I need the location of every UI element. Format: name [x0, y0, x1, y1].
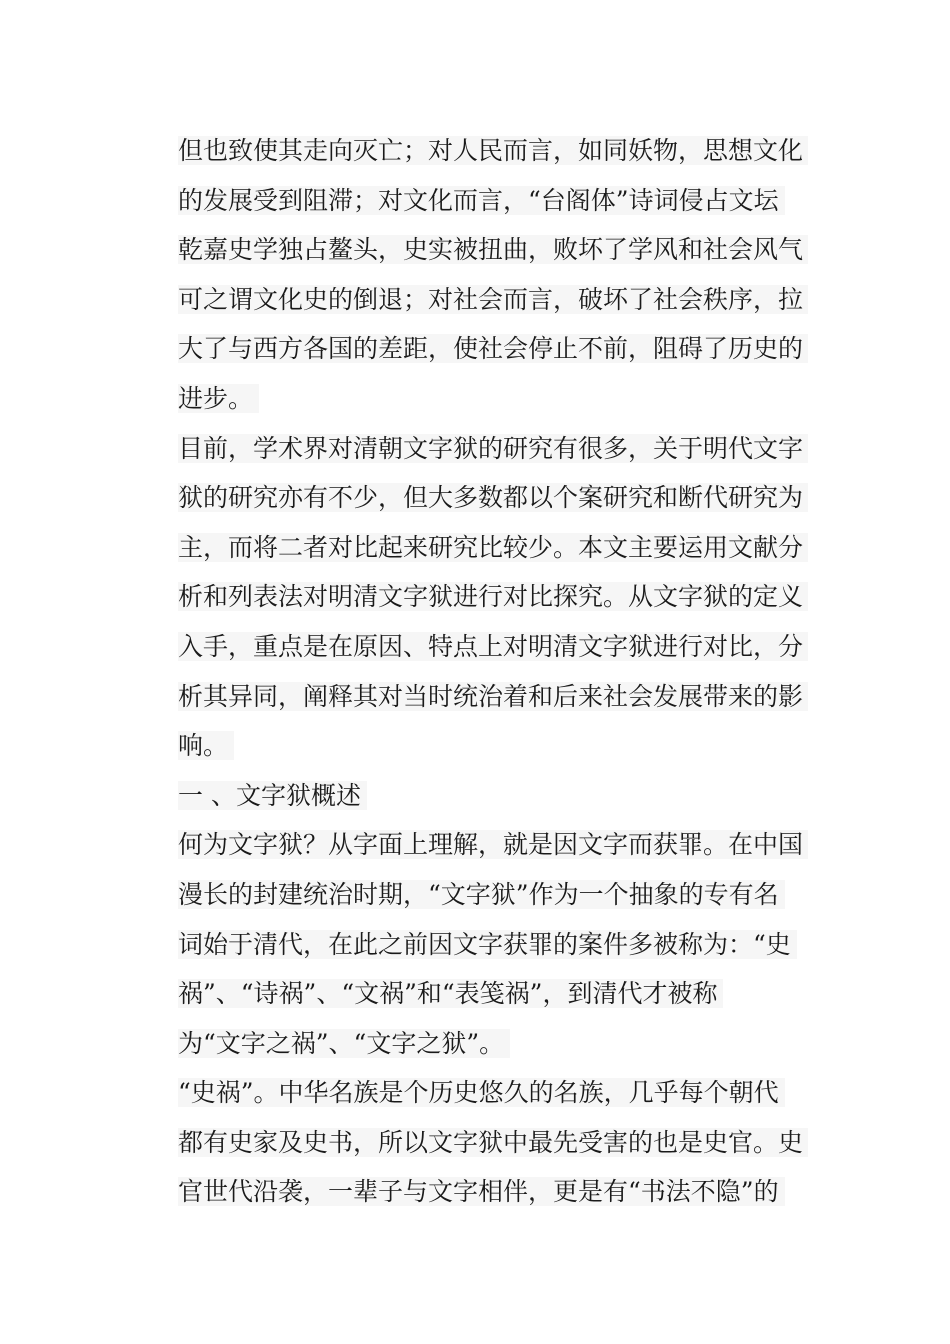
- text-line: [178, 1019, 808, 1069]
- text-line: [178, 622, 808, 672]
- text-line: [178, 920, 808, 970]
- line-text: 主，而将二者对比起来研究比较少。本文主要运用文献分: [178, 533, 808, 562]
- text-line: [178, 572, 808, 622]
- line-text: 进步。: [178, 384, 259, 413]
- text-line: [178, 275, 808, 325]
- line-text: 乾嘉史学独占鳌头，史实被扭曲，败坏了学风和社会风气: [178, 235, 808, 264]
- line-text: 析其异同，阐释其对当时统治着和后来社会发展带来的影: [178, 682, 808, 711]
- line-text: 官世代沿袭，一辈子与文字相伴，更是有“书法不隐”的: [178, 1177, 785, 1206]
- text-line: [178, 969, 808, 1019]
- text-line: [178, 176, 808, 226]
- line-text: 都有史家及史书，所以文字狱中最先受害的也是史官。史: [178, 1128, 808, 1157]
- line-text: 漫长的封建统治时期，“文字狱”作为一个抽象的专有名: [178, 880, 785, 909]
- line-text: 目前，学术界对清朝文字狱的研究有很多，关于明代文字: [178, 434, 808, 463]
- line-text: 的发展受到阻滞；对文化而言，“台阁体”诗词侵占文坛: [178, 186, 785, 215]
- text-line: [178, 225, 808, 275]
- line-text: 祸”、“诗祸”、“文祸”和“表笺祸”，到清代才被称: [178, 979, 723, 1008]
- text-line: [178, 523, 808, 573]
- line-text: “史祸”。中华名族是个历史悠久的名族，几乎每个朝代: [178, 1078, 785, 1107]
- text-line: [178, 1118, 808, 1168]
- line-text: 入手，重点是在原因、特点上对明清文字狱进行对比，分: [178, 632, 808, 661]
- line-text: 可之谓文化史的倒退；对社会而言，破坏了社会秩序，拉: [178, 285, 808, 314]
- text-line: [178, 721, 808, 771]
- section-heading: [178, 771, 808, 821]
- line-text: 响。: [178, 731, 234, 760]
- line-text: 析和列表法对明清文字狱进行对比探究。从文字狱的定义: [178, 582, 808, 611]
- body-text: [178, 126, 808, 1217]
- line-text: 为“文字之祸”、“文字之狱”。: [178, 1029, 510, 1058]
- line-text: 词始于清代，在此之前因文字获罪的案件多被称为：“史: [178, 930, 797, 959]
- section-heading-text: 一 、文字狱概述: [178, 781, 367, 810]
- text-line: [178, 672, 808, 722]
- text-line: [178, 870, 808, 920]
- line-text: 狱的研究亦有不少，但大多数都以个案研究和断代研究为: [178, 483, 808, 512]
- line-text: 大了与西方各国的差距，使社会停止不前，阻碍了历史的: [178, 334, 808, 363]
- text-line: [178, 424, 808, 474]
- line-text: 何为文字狱？从字面上理解，就是因文字而获罪。在中国: [178, 830, 808, 859]
- text-line: [178, 820, 808, 870]
- text-line: [178, 374, 808, 424]
- text-line: [178, 473, 808, 523]
- text-line: [178, 324, 808, 374]
- text-line: [178, 1068, 808, 1118]
- text-line: [178, 1167, 808, 1217]
- line-text: 但也致使其走向灭亡；对人民而言，如同妖物，思想文化: [178, 136, 808, 165]
- text-line: [178, 126, 808, 176]
